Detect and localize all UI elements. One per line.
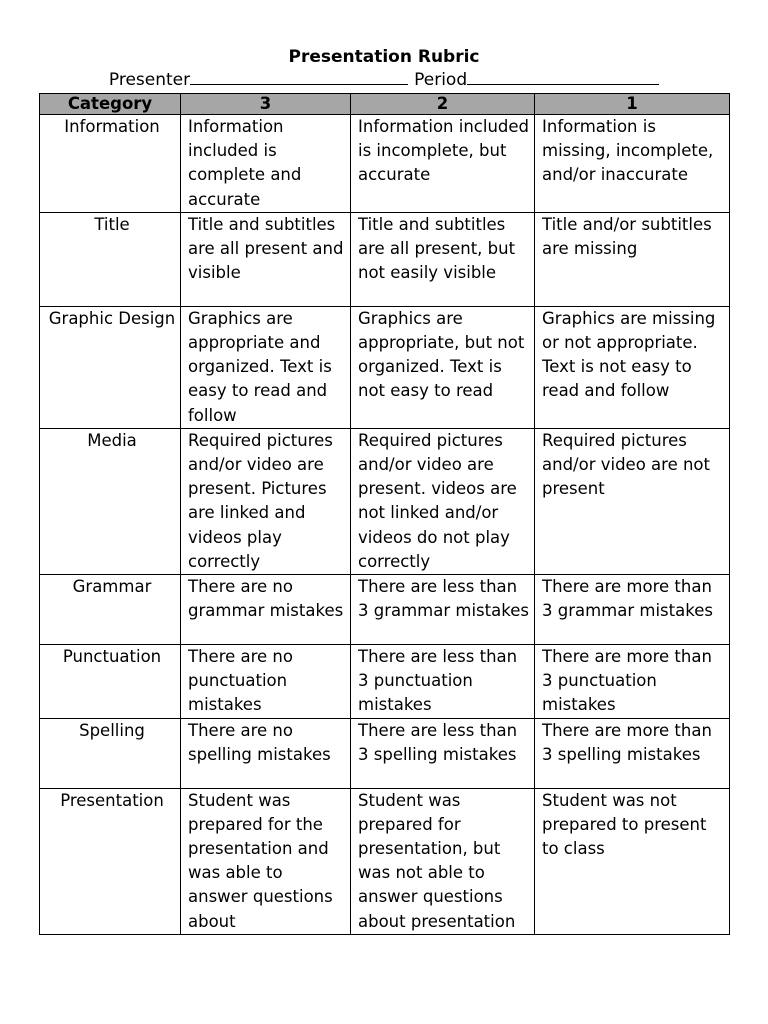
score-1-cell: Graphics are missing or not appropriate. Text is not easy to read and follow	[535, 306, 730, 428]
category-cell: Media	[40, 428, 181, 574]
score-2-cell: Title and subtitles are all present, but not easily visible	[351, 212, 535, 306]
category-cell: Graphic Design	[40, 306, 181, 428]
rubric-table	[39, 93, 730, 935]
score-3-cell: There are no punctuation mistakes	[181, 645, 351, 719]
category-cell: Information	[40, 115, 181, 213]
score-2-cell: There are less than 3 spelling mistakes	[351, 718, 535, 788]
score-1-cell: Information is missing, incomplete, and/or inaccurate	[535, 115, 730, 213]
score-2-cell: There are less than 3 punctuation mistakes	[351, 645, 535, 719]
presenter-blank-field[interactable]	[190, 68, 408, 85]
table-row	[40, 115, 730, 213]
header-score-1: 1	[535, 94, 730, 115]
score-3-cell: There are no grammar mistakes	[181, 575, 351, 645]
presenter-period-line	[0, 68, 768, 91]
presenter-label: Presenter	[108, 70, 191, 90]
header-category: Category	[40, 94, 181, 115]
score-3-cell: Required pictures and/or video are present. Pictures are linked and videos play correctly	[181, 428, 351, 574]
table-row	[40, 575, 730, 645]
header-score-2: 2	[351, 94, 535, 115]
score-1-cell: Title and/or subtitles are missing	[535, 212, 730, 306]
score-3-cell: Information included is complete and accurate	[181, 115, 351, 213]
score-2-cell: There are less than 3 grammar mistakes	[351, 575, 535, 645]
document-title: Presentation Rubric	[288, 47, 480, 67]
score-3-cell: Student was prepared for the presentation and was able to answer questions about	[181, 788, 351, 934]
score-2-cell: Student was prepared for presentation, but was not able to answer questions about presentation	[351, 788, 535, 934]
category-cell: Punctuation	[40, 645, 181, 719]
period-blank-field[interactable]	[467, 68, 659, 85]
score-2-cell: Required pictures and/or video are present. videos are not linked and/or videos do not play correctly	[351, 428, 535, 574]
period-label: Period	[414, 70, 468, 90]
table-row	[40, 212, 730, 306]
score-2-cell: Graphics are appropriate, but not organized. Text is not easy to read	[351, 306, 535, 428]
score-3-cell: There are no spelling mistakes	[181, 718, 351, 788]
score-1-cell: Required pictures and/or video are not present	[535, 428, 730, 574]
category-cell: Presentation	[40, 788, 181, 934]
category-cell: Spelling	[40, 718, 181, 788]
table-row	[40, 645, 730, 719]
table-row	[40, 306, 730, 428]
category-cell: Title	[40, 212, 181, 306]
score-3-cell: Title and subtitles are all present and visible	[181, 212, 351, 306]
score-1-cell: There are more than 3 punctuation mistakes	[535, 645, 730, 719]
category-cell: Grammar	[40, 575, 181, 645]
score-2-cell: Information included is incomplete, but accurate	[351, 115, 535, 213]
header-score-3: 3	[181, 94, 351, 115]
score-3-cell: Graphics are appropriate and organized. Text is easy to read and follow	[181, 306, 351, 428]
table-row	[40, 788, 730, 934]
table-row	[40, 428, 730, 574]
header-row	[40, 94, 730, 115]
table-row	[40, 718, 730, 788]
score-1-cell: There are more than 3 spelling mistakes	[535, 718, 730, 788]
score-1-cell: There are more than 3 grammar mistakes	[535, 575, 730, 645]
score-1-cell: Student was not prepared to present to class	[535, 788, 730, 934]
